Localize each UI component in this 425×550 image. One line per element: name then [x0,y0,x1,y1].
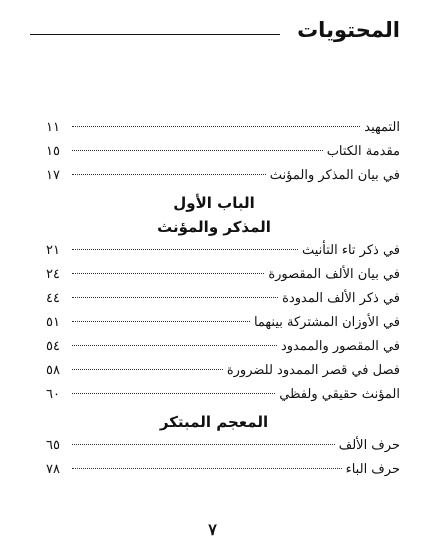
toc-entry-label: حرف الألف [338,438,400,453]
toc-leader-dots [72,369,223,370]
lexicon-heading: المعجم المبتكر [159,413,269,431]
toc-row-shortening-section[interactable] [46,359,400,383]
toc-leader-dots [72,249,298,250]
toc-row-maqsur-mamdud[interactable] [46,335,400,359]
page-number: ٧ [208,520,217,539]
toc-page-number: ٥٨ [46,363,60,378]
toc-page-number: ٢٤ [46,267,60,282]
toc-row-taa[interactable] [46,239,400,263]
toc-entry-label: حرف الباء [345,462,400,477]
toc-row-masc-fem[interactable] [46,164,400,188]
toc-page-number: ٥١ [46,315,60,330]
toc-entry-label: في المقصور والممدود [280,339,400,354]
toc-page-number: ٦٠ [46,387,60,402]
toc-entry-label: في ذكر الألف المدودة [282,291,400,306]
toc-leader-dots [72,321,250,322]
page-header [30,14,400,50]
table-of-contents [46,116,400,482]
toc-page-number: ١٥ [46,144,60,159]
toc-leader-dots [72,150,323,151]
toc-row-letter-alif[interactable] [46,434,400,458]
toc-entry-label: التمهيد [364,120,400,135]
toc-leader-dots [72,297,278,298]
toc-row-alif-maqsura[interactable] [46,263,400,287]
toc-row-letter-baa[interactable] [46,458,400,482]
toc-entry-label: فصل في قصر الممدود للضرورة [226,363,400,378]
toc-page-number: ١٧ [46,168,60,183]
toc-row-intro[interactable] [46,116,400,140]
toc-entry-label: في الأوزان المشتركة بينهما [253,315,400,330]
chapter-one-subheading: المذكر والمؤنث [157,218,271,236]
toc-leader-dots [72,393,275,394]
toc-row-shared-patterns[interactable] [46,311,400,335]
page-title: المحتويات [297,18,400,42]
chapter-one-heading: الباب الأول [173,194,255,212]
toc-entry-label: في ذكر تاء التأنيث [301,243,400,258]
toc-page-number: ٥٤ [46,339,60,354]
toc-row-book-preface[interactable] [46,140,400,164]
toc-entry-label: في بيان المذكر والمؤنث [269,168,400,183]
toc-entry-label: المؤنث حقيقي ولفظي [279,387,400,402]
toc-entry-label: مقدمة الكتاب [326,144,400,159]
toc-page-number: ١١ [46,120,60,135]
toc-leader-dots [72,468,342,469]
header-rule [30,34,280,35]
toc-leader-dots [72,126,360,127]
toc-page-number: ٧٨ [46,462,60,477]
toc-entry-label: في بيان الألف المقصورة [268,267,400,282]
toc-leader-dots [72,345,277,346]
toc-page-number: ٢١ [46,243,60,258]
toc-leader-dots [72,273,264,274]
toc-row-real-verbal-fem[interactable] [46,383,400,407]
toc-row-alif-mamduda[interactable] [46,287,400,311]
toc-page-number: ٦٥ [46,438,60,453]
toc-leader-dots [72,174,266,175]
toc-page-number: ٤٤ [46,291,60,306]
toc-leader-dots [72,444,335,445]
